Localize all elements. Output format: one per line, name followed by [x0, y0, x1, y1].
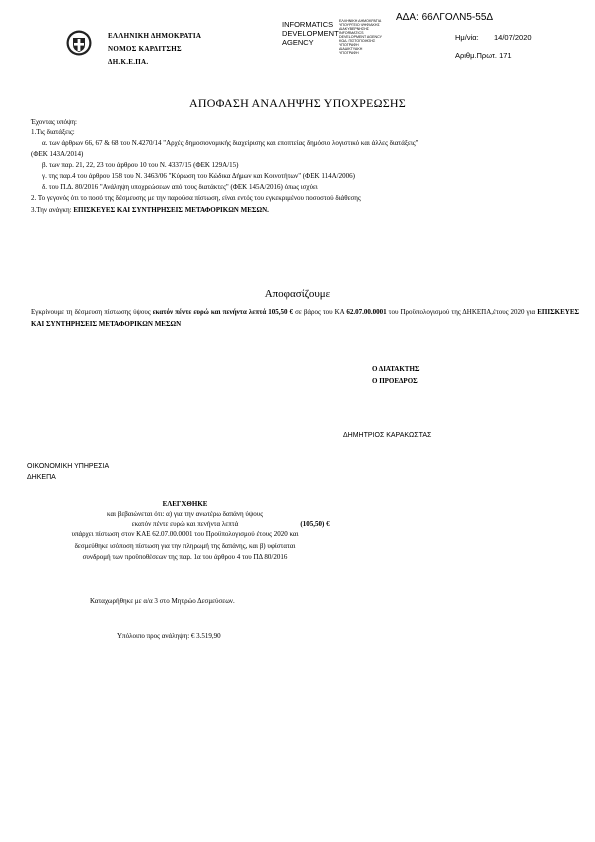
decision-paragraph: [31, 306, 579, 330]
decision-amount-words: εκατόν πέντε ευρώ και πενήντα λεπτά: [152, 308, 267, 316]
considering-item-3: [31, 206, 269, 214]
date-label: Ημ/νία:: [455, 33, 479, 42]
considering-item-a-cont: (ΦΕΚ 143Α/2014): [31, 150, 84, 158]
considering-item-1: 1.Τις διατάξεις:: [31, 128, 75, 136]
stamp-small-9: ΥΠΟΓΡΑΦΗ: [339, 51, 359, 55]
issuer-line-1: ΕΛΛΗΝΙΚΗ ΔΗΜΟΚΡΑΤΙΑ: [108, 32, 202, 40]
stamp-agency-line-3: AGENCY: [282, 38, 314, 47]
issuer-line-3: ΔΗ.Κ.Ε.ΠΑ.: [108, 58, 149, 66]
stamp-agency-line-2: DEVELOPMENT: [282, 29, 339, 38]
checked-line-5: συνδρομή των προϋποθέσεων της παρ. 1α του άρθρου 4 του ΠΔ 80/2016: [82, 553, 288, 561]
checked-line-4: δεσμεύθηκε ισόποση πίστωση για την πληρωμή της δαπάνης, και β) υφίσταται: [74, 542, 296, 550]
stamp-small-3: ΔΙΑΚΥΒΕΡΝΗΣΗΣ: [339, 27, 370, 31]
date-value: 14/07/2020: [494, 33, 532, 42]
signer-name: ΔΗΜΗΤΡΙΟΣ ΚΑΡΑΚΩΣΤΑΣ: [343, 432, 432, 439]
stamp-agency-line-1: INFORMATICS: [282, 20, 334, 29]
remaining-balance: Υπόλοιπο προς ανάληψη: € 3.519,90: [117, 632, 221, 640]
stamp-small-1: ΕΛΛΗΝΙΚΗ ΔΗΜΟΚΡΑΤΙΑ: [339, 19, 382, 23]
stamp-small-4: INFORMATICS: [339, 31, 364, 35]
decision-code: 62.07.00.0001: [346, 308, 387, 316]
decision-purpose: ΕΠΙΣΚΕΥΕΣ ΚΑΙ ΣΥΝΤΗΡΗΣΕΙΣ ΜΕΤΑΦΟΡΙΚΩΝ ΜΕΣΩΝ: [31, 308, 580, 328]
protocol-number: Αριθμ.Πρωτ. 171: [455, 51, 512, 60]
decision-amount: 105,50 €: [268, 308, 294, 316]
ada-code: ΑΔΑ: 66ΛΓΟΛΝ5-55Δ: [396, 12, 494, 23]
stamp-small-8: ΔΙΑΔΙΚΤΥΑΚΗ: [339, 47, 363, 51]
considering-item-a: α. των άρθρων 66, 67 & 68 του Ν.4270/14 "Αρχές δημοσιονομικής διαχείρισης και εποπτείας δημόσιο λογιστικό και άλλες διατάξεις": [42, 139, 419, 147]
considering-item-d: δ. του Π.Δ. 80/2016 "Ανάληψη υποχρεώσεων από τους διατάκτες" (ΦΕΚ 145Α/2016) όπως ισχύει: [42, 183, 318, 191]
decision-heading: Αποφασίζουμε: [264, 288, 331, 300]
considering-item-c: γ. της παρ.4 του άρθρου 158 του Ν. 3463/06 "Κύρωση του Κώδικα Δήμων και Κοινοτήτων" (ΦΕΚ 114Α/2006): [42, 172, 355, 180]
stamp-small-6: ΚΩΔ. ΠΙΣΤΟΠΟΙΗΣΗΣ: [339, 39, 376, 43]
signer-role-2: Ο ΠΡΟΕΔΡΟΣ: [372, 377, 418, 385]
registered-note: Καταχωρήθηκε με α/α 3 στο Μητρώο Δεσμεύσεων.: [90, 597, 235, 605]
checked-line-2-amount: (105,50) €: [300, 520, 330, 528]
decision-text-3: του Προϋπολογισμού της ΔΗΚΕΠΑ,έτους 2020 για: [388, 308, 536, 316]
issuer-line-2: ΝΟΜΟΣ ΚΑΡΔΙΤΣΗΣ: [108, 45, 182, 53]
checked-line-2: εκατόν πέντε ευρώ και πενήντα λεπτά: [131, 520, 239, 528]
stamp-small-7: ΥΠΟΓΡΑΦΗ: [339, 43, 359, 47]
finance-line-1: ΟΙΚΟΝΟΜΙΚΗ ΥΠΗΡΕΣΙΑ: [27, 463, 110, 470]
checked-heading: ΕΛΕΓΧΘΗΚΕ: [162, 500, 208, 508]
finance-line-2: ΔΗΚΕΠΑ: [27, 474, 56, 481]
decision-text-2: σε βάρος του ΚΑ: [295, 308, 345, 316]
considering-intro: Έχοντας υπόψη:: [31, 118, 77, 126]
need-value: ΕΠΙΣΚΕΥΕΣ ΚΑΙ ΣΥΝΤΗΡΗΣΕΙΣ ΜΕΤΑΦΟΡΙΚΩΝ ΜΕΣΩΝ.: [73, 206, 269, 214]
considering-item-2: 2. Το γεγονός ότι το ποσό της δέσμευσης με την παρούσα πίστωση, είναι εντός του εγκεκριμένου ποσοστού διάθεσης: [31, 194, 361, 202]
checked-line-3: υπάρχει πίστωση στον ΚΑΕ 62.07.00.0001 του Προϋπολογισμού έτους 2020 και: [71, 530, 299, 538]
decision-text-1: Εγκρίνουμε τη δέσμευση πίστωσης ύψους: [31, 308, 151, 316]
need-label: 3.Την ανάγκη:: [31, 206, 72, 214]
checked-line-1: και βεβαιώνεται ότι: α) για την ανωτέρω δαπάνη ύψους: [107, 510, 263, 518]
stamp-small-2: ΥΠΟΥΡΓΕΙΟ ΨΗΦΙΑΚΗΣ: [339, 23, 380, 27]
coat-of-arms-icon: [66, 30, 92, 56]
stamp-small-5: DEVELOPMENT AGENCY: [339, 35, 383, 39]
document-title: ΑΠΟΦΑΣΗ ΑΝΑΛΗΨΗΣ ΥΠΟΧΡΕΩΣΗΣ: [189, 96, 406, 110]
signer-role-1: Ο ΔΙΑΤΑΚΤΗΣ: [372, 365, 420, 373]
considering-item-b: β. των παρ. 21, 22, 23 του άρθρου 10 του Ν. 4337/15 (ΦΕΚ 129Α/15): [42, 161, 239, 169]
